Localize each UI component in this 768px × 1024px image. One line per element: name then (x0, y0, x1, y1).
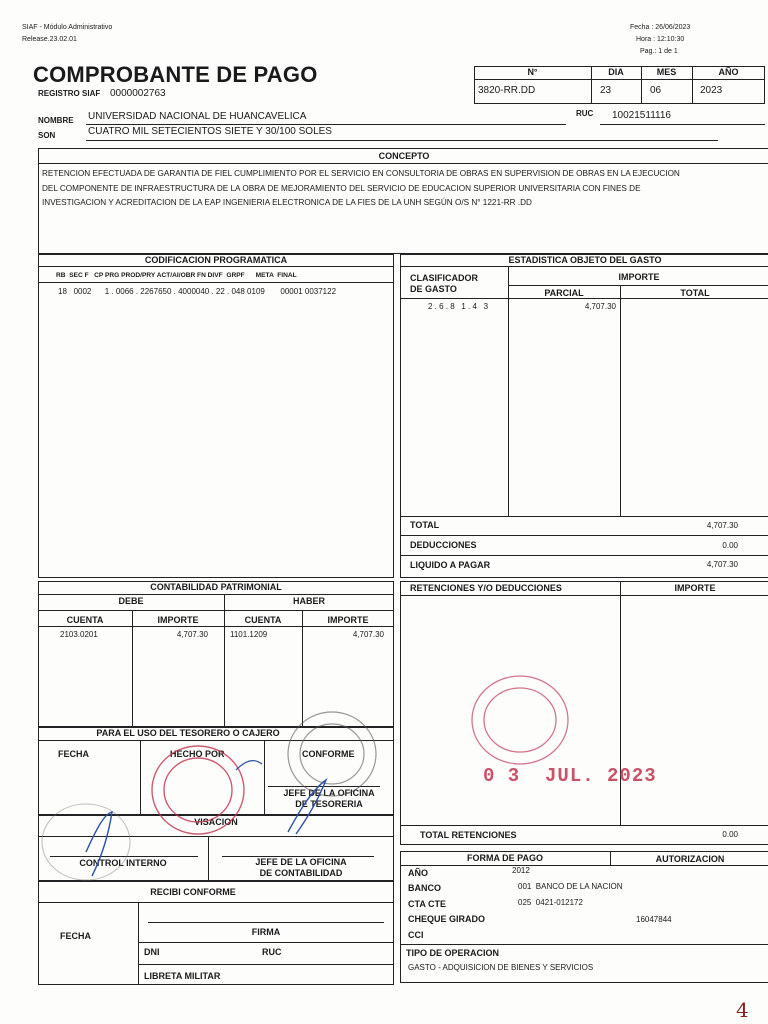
libreta-label: LIBRETA MILITAR (144, 971, 221, 981)
tesorero-title: PARA EL USO DEL TESORERO O CAJERO (96, 728, 280, 738)
retenciones-importe-label: IMPORTE (674, 583, 716, 593)
haber-cuenta-label: CUENTA (244, 615, 282, 625)
tesoreria-stamp (288, 712, 376, 796)
visacion-title: VISACION (194, 817, 238, 827)
concepto-title: CONCEPTO (378, 151, 430, 161)
clasificador-label: CLASIFICADOR DE GASTO (410, 273, 478, 294)
cci-label: CCI (408, 930, 424, 940)
print-time: Hora : 12:10:30 (636, 36, 685, 43)
liquido-value: 4,707.30 (706, 560, 738, 569)
tesorero-fecha-label: FECHA (58, 749, 89, 759)
system-name: SIAF - Módulo Administrativo (22, 24, 113, 31)
codificacion-headers: RB SEC F CP PRG PROD/PRY ACT/AI/OBR FN DIVF GRPF META FINAL (56, 272, 297, 279)
debe-label: DEBE (118, 596, 144, 606)
deducciones-value: 0.00 (722, 541, 738, 550)
retenciones-title: RETENCIONES Y/O DEDUCCIONES (410, 583, 562, 593)
unh-seal-stamp (472, 676, 568, 764)
concepto-line: RETENCION EFECTUADA DE GARANTIA DE FIEL CUMPLIMIENTO POR EL SERVICIO EN CONSULTORIA DE OBRAS EN SUPERVISION DE OBRAS EN LA EJECUCION (42, 169, 680, 178)
cta-value: 025 0421-012172 (518, 898, 583, 907)
son-value: CUATRO MIL SETECIENTOS SIETE Y 30/100 SOLES (88, 126, 332, 137)
debe-importe-label: IMPORTE (157, 615, 199, 625)
total-retenciones-label: TOTAL RETENCIONES (420, 830, 517, 840)
haber-importe-value: 4,707.30 (352, 630, 384, 639)
mes-value: 06 (650, 85, 662, 96)
haber-cuenta-value: 1101.1209 (230, 630, 268, 639)
total-row-label: TOTAL (410, 520, 440, 530)
concepto-line: INVESTIGACION Y ACREDITACION DE LA EAP INGENIERIA ELECTRONICA DE LA FIES DE LA UNH SEGÚN O/S N° 1221-RR .DD (42, 198, 532, 207)
document-title: COMPROBANTE DE PAGO (33, 62, 318, 87)
total-col-label: TOTAL (680, 288, 710, 298)
dia-value: 23 (600, 85, 612, 96)
codificacion-title: CODIFICACION PROGRAMATICA (144, 255, 288, 265)
jefe-contabilidad-label: JEFE DE LA OFICINA DE CONTABILIDAD (255, 857, 347, 878)
num-value: 3820-RR.DD (478, 85, 536, 96)
banco-label: BANCO (408, 883, 441, 893)
mes-label: MES (656, 67, 677, 77)
forma-anio-label: AÑO (408, 868, 428, 878)
haber-importe-label: IMPORTE (327, 615, 369, 625)
egresos-stamp (152, 746, 244, 834)
debe-cuenta-label: CUENTA (66, 615, 104, 625)
firma-label: FIRMA (251, 927, 281, 937)
jefe-tesoreria-label: JEFE DE LA OFICINA DE TESORERIA (283, 788, 375, 809)
contabilidad-title: CONTABILIDAD PATRIMONIAL (150, 582, 282, 592)
anio-value: 2023 (700, 85, 723, 96)
nombre-label: NOMBRE (38, 116, 74, 125)
registro-value: 0000002763 (110, 88, 166, 99)
forma-pago-title: FORMA DE PAGO (467, 853, 543, 863)
debe-cuenta-value: 2103.0201 (60, 630, 98, 639)
ruc-value: 10021511116 (612, 110, 671, 121)
codificacion-row: 18 0002 1 . 0066 . 2267650 . 4000040 . 22 . 048 0109 00001 0037122 (58, 287, 337, 296)
son-label: SON (38, 131, 56, 140)
received-date-stamp: 0 3 JUL. 2023 (483, 765, 657, 787)
recibi-title: RECIBI CONFORME (150, 887, 236, 897)
cheque-label: CHEQUE GIRADO (408, 914, 486, 924)
signature-mark (86, 812, 112, 876)
banco-value: 001 BANCO DE LA NACION (518, 882, 623, 891)
cta-label: CTA CTE (408, 899, 446, 909)
release-label: Release.23.02.01 (22, 36, 77, 43)
concepto-line: DEL COMPONENTE DE INFRAESTRUCTURA DE LA OBRA DE MEJORAMIENTO DEL SERVICIO DE EDUCACION SUPERIOR UNIVERSITARIA CON FINES DE (42, 183, 641, 193)
control-interno-label: CONTROL INTERNO (79, 858, 167, 868)
signature-mark (236, 761, 262, 770)
control-stamp (42, 804, 130, 880)
importe-label: IMPORTE (618, 272, 660, 282)
page-count: Pag.: 1 de 1 (640, 48, 678, 55)
total-retenciones-value: 0.00 (722, 830, 738, 839)
debe-importe-value: 4,707.30 (176, 630, 208, 639)
total-row-value: 4,707.30 (706, 521, 738, 530)
conforme-label: CONFORME (302, 749, 355, 759)
cheque-value: 16047844 (636, 915, 672, 924)
liquido-label: LIQUIDO A PAGAR (410, 560, 491, 570)
hecho-por-label: HECHO POR (170, 749, 225, 759)
anio-label: AÑO (718, 67, 739, 77)
deducciones-label: DEDUCCIONES (410, 540, 477, 550)
dni-label: DNI (144, 947, 160, 957)
num-label: N° (527, 67, 538, 77)
autorizacion-label: AUTORIZACION (655, 854, 725, 864)
nombre-value: UNIVERSIDAD NACIONAL DE HUANCAVELICA (88, 111, 307, 122)
recibi-fecha-label: FECHA (60, 931, 91, 941)
tipo-operacion-value: GASTO - ADQUISICION DE BIENES Y SERVICIOS (408, 963, 594, 972)
ruc-label: RUC (576, 109, 594, 118)
haber-label: HABER (292, 596, 325, 606)
print-date: Fecha : 26/06/2023 (630, 24, 691, 31)
recibi-ruc-label: RUC (262, 947, 282, 957)
estadistica-title: ESTADISTICA OBJETO DEL GASTO (508, 255, 662, 265)
forma-anio-value: 2012 (512, 866, 530, 875)
registro-label: REGISTRO SIAF (38, 89, 101, 98)
dia-label: DIA (608, 67, 624, 77)
clasificador-value: 2 . 6 . 8 1 . 4 3 (428, 302, 489, 311)
parcial-label: PARCIAL (544, 288, 584, 298)
page-number: 4 (736, 998, 749, 1022)
parcial-value: 4,707.30 (584, 302, 616, 311)
tipo-operacion-label: TIPO DE OPERACION (406, 948, 500, 958)
